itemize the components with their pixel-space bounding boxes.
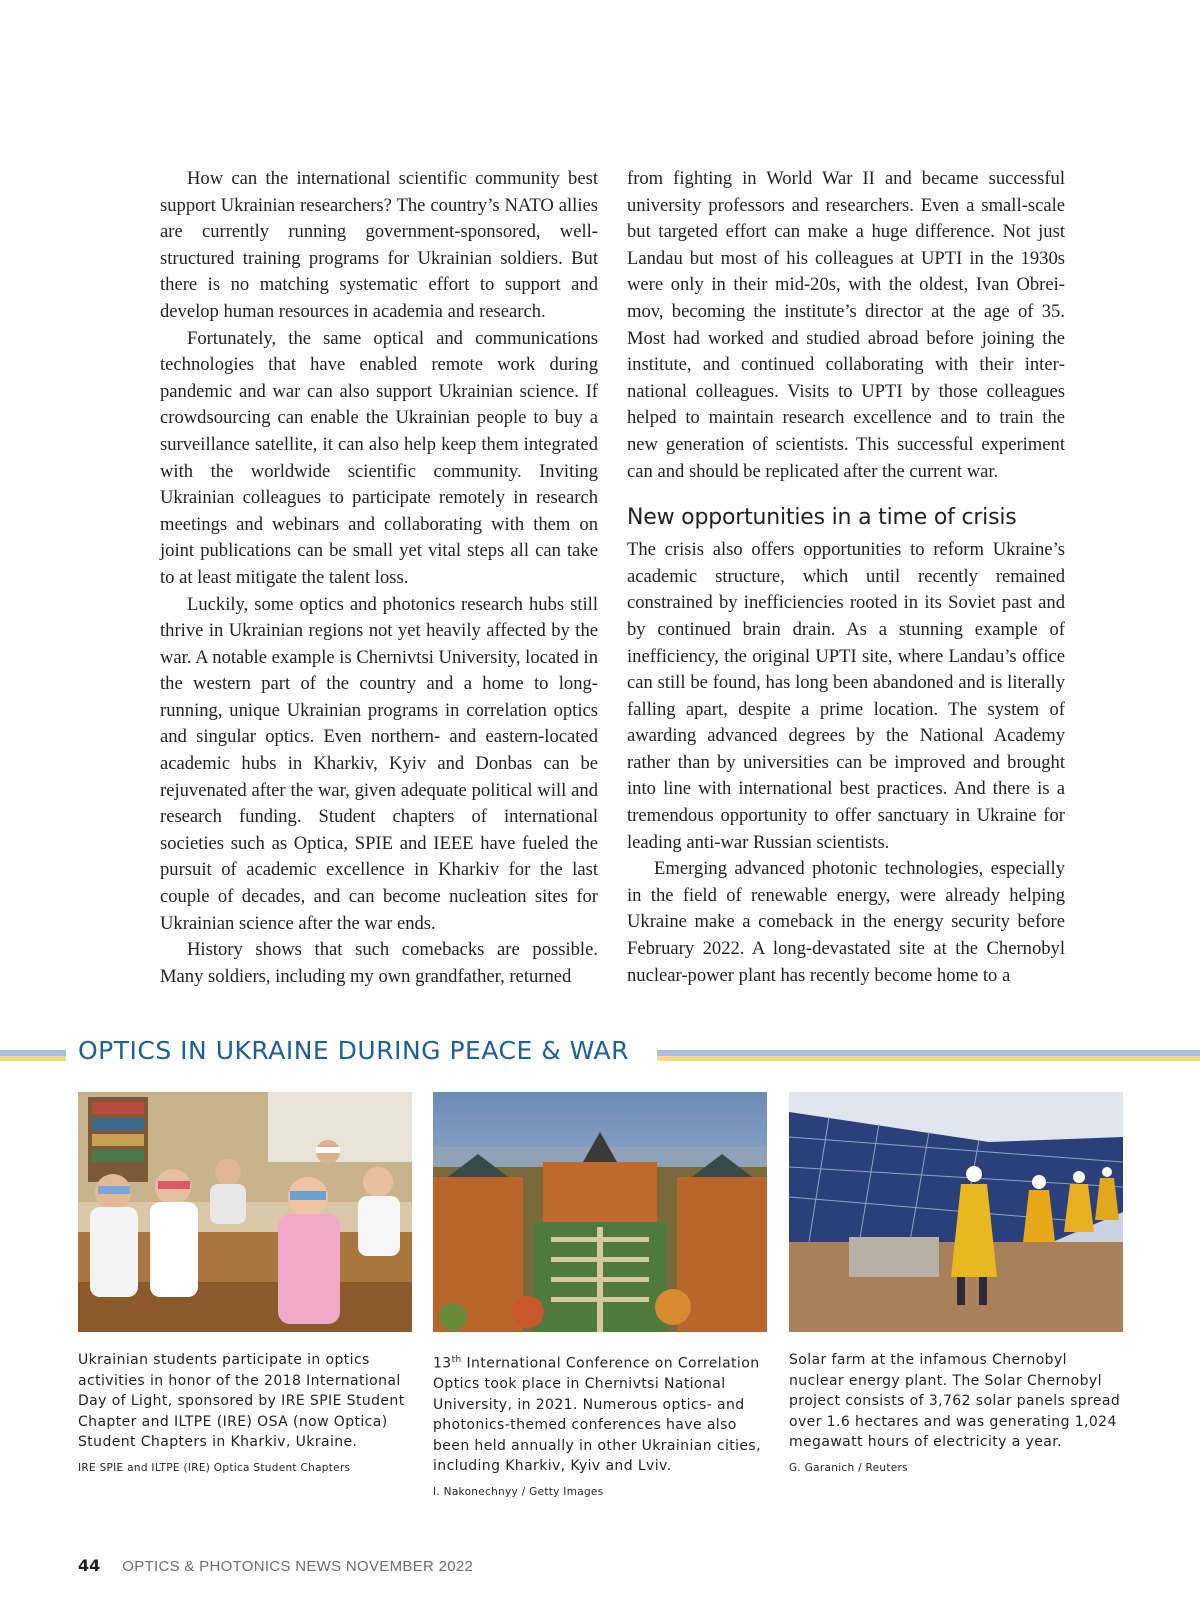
section-subheading: New opportunities in a time of crisis [627, 505, 1017, 531]
paragraph: Luckily, some optics and photonics research hubs still thrive in Ukrainian regions not yet heavily affected by the war. A notable example is Chernivtsi University, located in the western part of the country and a home to long-running, unique Ukrainian programs in correlation optics and singular optics. Even northern- and eastern-located academic hubs in Kharkiv, Kyiv and Donbas can be rejuvenated after the war, given adequate political will and research funding. Student chapters of international societies such as Optica, SPIE and IEEE have fueled the pursuit of academic excellence in Kharkiv for the last couple of decades, and can become nucleation sites for Ukrainian science after the war ends. [160, 593, 598, 934]
paragraph: History shows that such comebacks are possible. Many soldiers, including my own grandfather, returned [160, 939, 598, 987]
photo-students-classroom [78, 1092, 412, 1332]
paragraph: from fighting in World War II and became successful university professors and researchers. Even a small-scale but targeted effort can make a huge difference. Not just Landau but most of his colleagues at UPTI in the 1930s were only in their mid-20s, with the oldest, Ivan Obreimov, becoming the institute’s director at the age of 35. Most had worked and studied abroad before joining the institute, and continued collaborating with their international colleagues. Visits to UPTI by those colleagues helped to maintain research excellence and to train the new generation of scientists. This successful experiment can and should be replicated after the current war. [627, 168, 1065, 482]
photo-credit: I. Nakonechnyy / Getty Images [433, 1485, 604, 1498]
caption-text: Ukrainian students participate in optics activities in honor of the 2018 International Day of Light, sponsored by IRE SPIE Student Chapter and ILTPE (IRE) OSA (now Optica) Student Chapters in Kharkiv, Ukraine. [78, 1352, 405, 1450]
caption-text: Solar farm at the infamous Chernobyl nuclear energy plant. The Solar Chernobyl project consists of 3,762 solar panels spread over 1.6 hectares and was generating 1,024 megawatt hours of electricity a year. [789, 1352, 1121, 1450]
paragraph: The crisis also offers opportunities to reform Ukraine’s academic structure, which until recently remained constrained by inefficiencies rooted in its Soviet past and by continued brain drain. As a stunning example of inefficiency, the original UPTI site, where Landau’s office can still be found, has long been abandoned and is literally falling apart, despite a prime location. The system of awarding advanced degrees by the National Academy rather than by universities can be improved and brought into line with international best practices. And there is a tremendous opportunity to offer sanctuary in Ukraine for leading anti-war Russian scientists. [627, 539, 1065, 853]
page-number: 44 [78, 1556, 101, 1575]
flag-stripes-right [657, 1050, 1200, 1061]
caption-text [433, 1350, 767, 1477]
article-column-right [627, 166, 1065, 989]
page-footer [78, 1556, 473, 1576]
photo-caption [789, 1350, 1123, 1478]
flag-stripes-left [0, 1050, 66, 1061]
photo-chernivtsi-university [433, 1092, 767, 1332]
photo-caption [78, 1350, 412, 1478]
banner-title: OPTICS IN UKRAINE DURING PEACE & WAR [78, 1036, 629, 1065]
photo-credit: IRE SPIE and ILTPE (IRE) Optica Student Chapters [78, 1461, 351, 1474]
paragraph: Emerging advanced photonic technologies, especially in the field of renewable energy, were already helping Ukraine make a comeback in the energy security before February 2022. A long-devastated site at the Chernobyl nuclear-power plant has recently become home to a [627, 858, 1065, 986]
photo-credit: G. Garanich / Reuters [789, 1461, 908, 1474]
paragraph: How can the international scientific community best support Ukrainian researchers? The country’s NATO allies are currently running government-sponsored, well-structured training programs for Ukrainian soldiers. But there is no matching systematic effort to support and develop human resources in academia and research. [160, 168, 598, 322]
caption-ordinal-suffix: th [451, 1355, 462, 1365]
article-column-left [160, 166, 598, 990]
photo-chernobyl-solar-farm [789, 1092, 1123, 1332]
section-banner [0, 1038, 1200, 1072]
magazine-issue: OPTICS & PHOTONICS NEWS NOVEMBER 2022 [122, 1558, 474, 1575]
photo-caption [433, 1350, 767, 1502]
caption-ordinal-number: 13 [433, 1355, 452, 1372]
paragraph: Fortunately, the same optical and communications technologies that have enabled remote work during pandemic and war can also support Ukrainian science. If crowdsourcing can enable the Ukrainian people to buy a surveillance satellite, it can also help keep them integrated with the worldwide scientific community. Inviting Ukrainian colleagues to participate remotely in research meetings and webinars and collaborating with them on joint publications can be small yet vital steps all can take to at least mitigate the talent loss. [160, 327, 598, 588]
caption-body: International Conference on Correlation Optics took place in Chernivtsi National University, in 2021. Numerous optics- and photonics-themed conferences have also been held annually in other Ukrainian cities, including Kharkiv, Kyiv and Lviv. [433, 1355, 761, 1475]
